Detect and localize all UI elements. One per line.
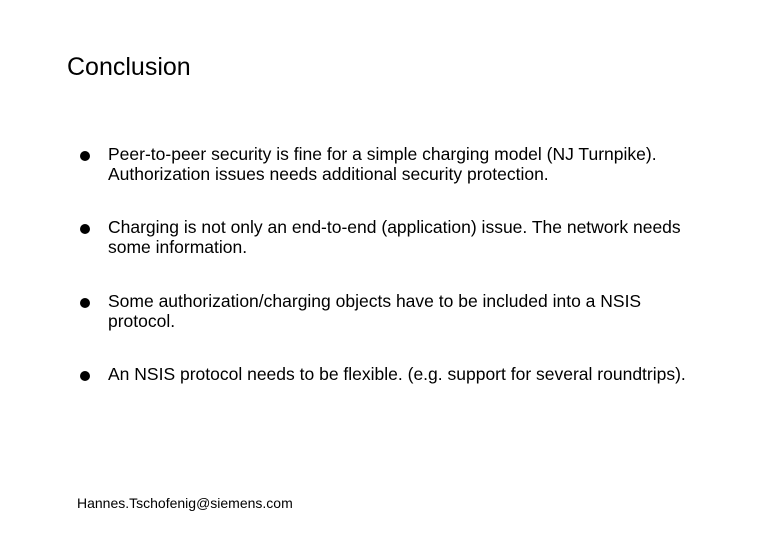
bullet-dot-icon xyxy=(80,151,90,161)
slide-title: Conclusion xyxy=(67,53,191,81)
bullet-dot-icon xyxy=(80,298,90,308)
bullet-dot-icon xyxy=(80,371,90,381)
bullet-dot-icon xyxy=(80,224,90,234)
bullet-text: Some authorization/charging objects have to be included into a NSIS protocol. xyxy=(108,291,642,331)
footer-email: Hannes.Tschofenig@siemens.com xyxy=(77,495,293,511)
bullet-text: Charging is not only an end-to-end (application) issue. The network needs some information. xyxy=(108,217,681,257)
bullet-text: An NSIS protocol needs to be flexible. (e.g. support for several roundtrips). xyxy=(108,364,686,384)
bullet-text: Peer-to-peer security is fine for a simple charging model (NJ Turnpike). Authorization issues needs additional security protection. xyxy=(108,144,657,184)
